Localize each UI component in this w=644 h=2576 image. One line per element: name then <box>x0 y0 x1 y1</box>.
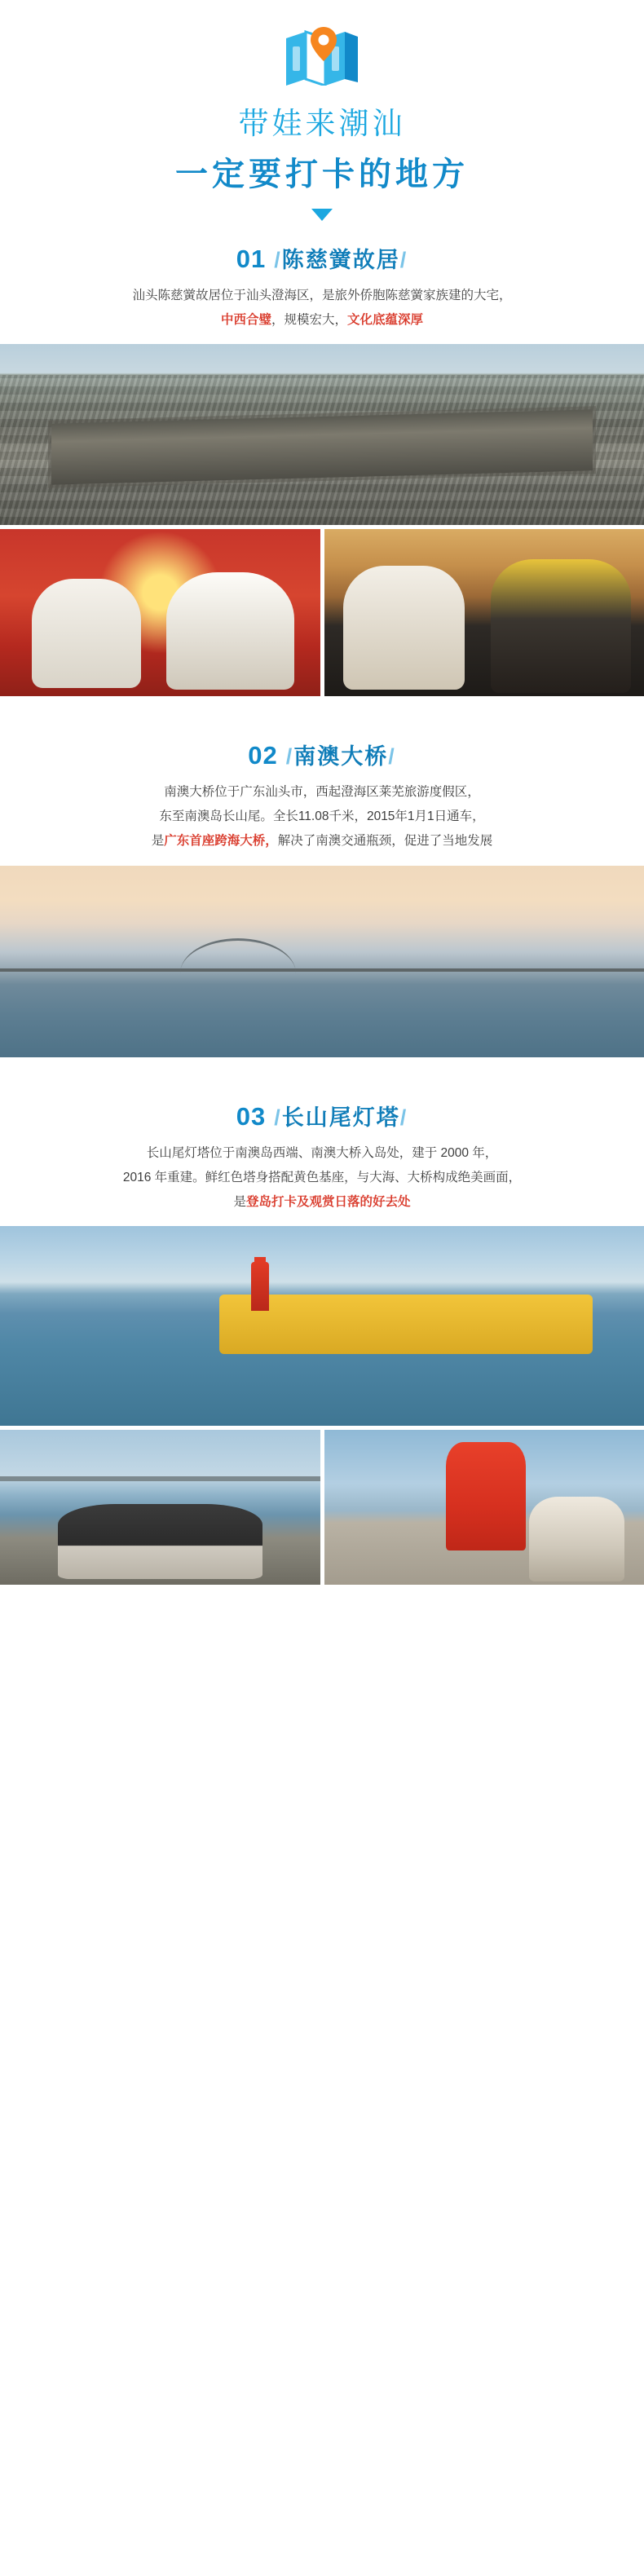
desc-line: 南澳大桥位于广东汕头市，西起澄海区莱芜旅游度假区， <box>164 784 480 799</box>
slash-left: / <box>274 247 282 272</box>
highlight-text-2: 文化底蕴深厚 <box>347 312 424 327</box>
section-title-text: 长山尾灯塔 <box>281 1105 400 1130</box>
section-heading-01 <box>0 242 644 274</box>
section-02-photos <box>0 866 644 1057</box>
section-03-photos <box>0 1226 644 1585</box>
map-icon <box>283 25 361 86</box>
desc-prefix: 是 <box>151 834 165 849</box>
section-title <box>274 1100 408 1131</box>
section-number: 02 <box>248 740 278 770</box>
section-heading-03 <box>0 1100 644 1131</box>
title-line-2: 一定要打卡的地方 <box>175 156 469 192</box>
section-02-description <box>0 780 644 854</box>
desc-line: 东至南澳岛长山尾。全长11.08千米，2015年1月1日通车， <box>159 809 485 824</box>
highlight-text: 中西合璧 <box>220 312 271 327</box>
caret-down-icon <box>311 209 333 221</box>
section-01-photos <box>0 344 644 696</box>
desc-prefix: 是 <box>233 1195 246 1210</box>
desc-line: 2016 年重建。鲜红色塔身搭配黄色基座，与大海、大桥构成绝美画面， <box>122 1170 522 1184</box>
title-line-1: 带娃来潮汕 <box>238 107 406 140</box>
changshanwei-lighthouse-photo <box>0 1226 644 1426</box>
photo-row <box>0 529 644 696</box>
highlight-text: 登岛打卡及观赏日落的好去处 <box>246 1195 411 1210</box>
slash-right: / <box>399 247 408 272</box>
desc-mid: ，规模宏大， <box>271 312 347 327</box>
nanao-bridge-sunset-photo <box>0 866 644 1057</box>
desc-line: 汕头陈慈黉故居位于汕头澄海区，是旅外侨胞陈慈黉家族建的大宅， <box>132 288 512 302</box>
section-03-description <box>0 1141 644 1215</box>
slash-left: / <box>285 743 294 769</box>
desc-line: 长山尾灯塔位于南澳岛西端、南澳大桥入岛处，建于 2000 年， <box>146 1145 498 1160</box>
section-title <box>274 242 408 274</box>
desc-line-highlight <box>18 308 626 333</box>
section-title-text: 南澳大桥 <box>293 743 389 769</box>
children-in-chaoshan-costume-photo <box>0 529 320 696</box>
page-title <box>0 101 644 221</box>
desc-suffix: 解决了南澳交通瓶颈，促进了当地发展 <box>277 834 493 849</box>
slash-right: / <box>388 743 396 769</box>
slash-right: / <box>399 1105 408 1130</box>
desc-line-highlight <box>18 829 626 854</box>
section-heading-02 <box>0 739 644 770</box>
photo-row <box>0 1430 644 1585</box>
red-lighthouse-tourists-photo <box>324 1430 644 1585</box>
family-on-bridge-photo <box>0 1430 320 1585</box>
highlight-text: 广东首座跨海大桥， <box>164 834 278 849</box>
section-title-text: 陈慈黉故居 <box>281 247 400 272</box>
section-title <box>286 739 396 770</box>
chaoshan-opera-performers-photo <box>324 529 644 696</box>
chen-ci-hong-mansion-aerial-photo <box>0 344 644 525</box>
section-number: 03 <box>236 1101 267 1131</box>
desc-line-highlight <box>18 1190 626 1215</box>
section-number: 01 <box>236 244 267 273</box>
section-01-description <box>0 284 644 333</box>
slash-left: / <box>274 1105 282 1130</box>
header-logo <box>0 0 644 90</box>
